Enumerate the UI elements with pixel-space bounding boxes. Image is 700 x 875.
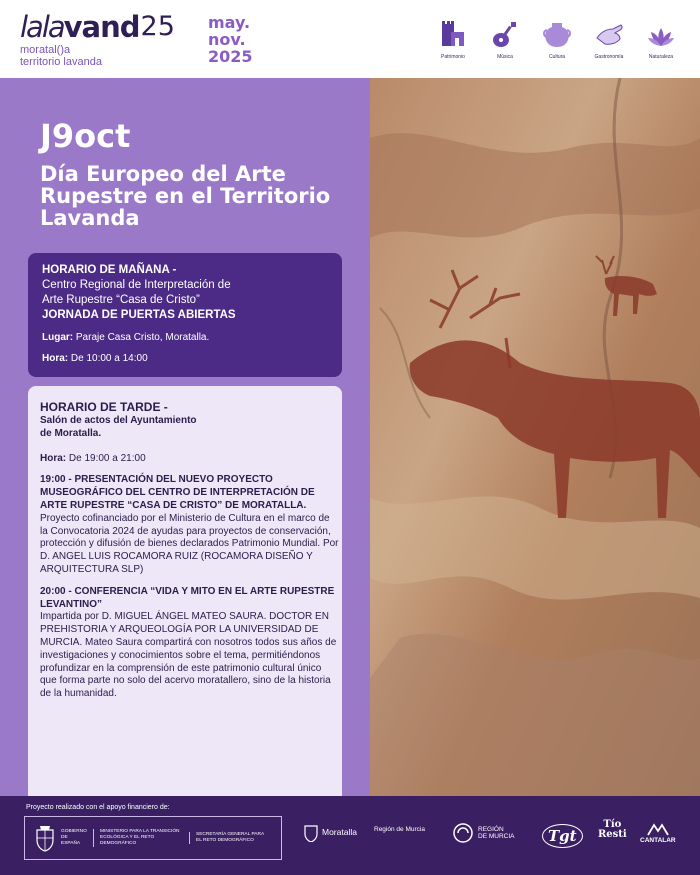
rock-art-photo	[370, 78, 700, 796]
brand-logo	[20, 12, 175, 68]
region-line2: DE MURCIA	[478, 833, 515, 840]
moratalla-label: Moratalla	[322, 827, 357, 838]
time-label: Hora:	[40, 452, 67, 464]
moratalla-logo	[304, 824, 357, 842]
time-value: De 19:00 a 21:00	[68, 452, 146, 464]
lavender-icon	[646, 20, 676, 50]
location-label: Lugar:	[42, 332, 74, 343]
brand-year: 25	[140, 11, 175, 42]
category-label: Cultura	[548, 54, 566, 60]
time-label: Hora:	[42, 353, 69, 364]
funding-text: Proyecto realizado con el apoyo financiero de:	[26, 804, 170, 811]
region-murcia-circle-label	[478, 826, 514, 841]
gov-spain-label: GOBIERNO DE ESPAÑA	[61, 829, 87, 846]
festival-dates	[208, 14, 253, 65]
cantalar-logo	[640, 822, 676, 845]
brand-name	[20, 12, 140, 42]
brand-sub-line1: moratal()a	[20, 44, 71, 56]
ministry-label: MINISTERIO PARA LA TRANSICIÓN ECOLÓGICA Y EL RETO DEMOGRÁFICO	[93, 829, 189, 846]
date-year: 2025	[208, 47, 253, 66]
region-line1: REGIÓN	[478, 825, 504, 833]
date-end: nov.	[208, 30, 246, 49]
event-item-description: Impartida por D. MIGUEL ÁNGEL MATEO SAURA. DOCTOR EN PREHISTORIA Y ARQUEOLOGÍA POR LA UNIVERSIDAD DE MURCIA. Mateo Saura compartirá con nosotros todos sus años de investigaciones y conocimientos sobre el tema, permitiéndonos profundizar en la comprensión de este patrimonio cultural único que forma parte no solo del acervo moratallero, sino de la historia de la humanidad.	[40, 611, 337, 700]
afternoon-schedule-card	[28, 386, 342, 857]
morning-schedule-card	[28, 253, 342, 377]
mountain-icon	[647, 822, 669, 836]
category-musica	[484, 20, 526, 60]
morning-heading: HORARIO DE MAÑANA -	[42, 264, 177, 276]
coat-of-arms-icon	[33, 824, 57, 852]
brand-prefix: lala	[20, 10, 64, 44]
morning-place-line1: Centro Regional de Interpretación de	[42, 279, 231, 291]
afternoon-place-line2: de Moratalla.	[40, 427, 102, 439]
sponsors-footer	[0, 796, 700, 875]
cantalar-label: CANTALAR	[640, 837, 676, 844]
tio-label: Tío	[603, 819, 622, 830]
morning-activity: JORNADA DE PUERTAS ABIERTAS	[42, 309, 236, 321]
event-panel	[0, 78, 370, 796]
event-day: J9oct	[40, 117, 131, 155]
tio-resti-label	[598, 820, 627, 840]
category-label: Patrimonio	[441, 54, 465, 60]
region-murcia-logo	[374, 826, 425, 834]
morning-place-line2: Arte Rupestre “Casa de Cristo”	[42, 294, 200, 306]
castle-icon	[438, 20, 468, 50]
vase-icon	[542, 20, 572, 50]
category-label: Gastronomía	[594, 54, 624, 60]
circle-logo-icon	[452, 822, 474, 844]
category-label: Música	[497, 54, 513, 60]
event-item-title: 19:00 - PRESENTACIÓN DEL NUEVO PROYECTO MUSEOGRÁFICO DEL CENTRO DE INTERPRETACIÓN DE ARTE RUPESTRE “CASA DE CRISTO” DE MORATALLA.	[40, 474, 315, 511]
hand-icon	[594, 20, 624, 50]
cave-painting-image	[370, 78, 700, 796]
event-item	[40, 586, 342, 701]
time-value: De 10:00 a 14:00	[70, 353, 148, 364]
brand-suffix: vand	[63, 10, 140, 44]
category-label: Naturaleza	[648, 54, 674, 60]
category-icons	[432, 20, 682, 60]
event-item	[40, 474, 342, 576]
secretariat-label: SECRETARÍA GENERAL PARA EL RETO DEMOGRÁFICO	[189, 832, 271, 844]
afternoon-place-line1: Salón de actos del Ayuntamiento	[40, 415, 197, 426]
location-value: Paraje Casa Cristo, Moratalla.	[75, 332, 210, 343]
category-gastronomia	[588, 20, 630, 60]
tgt-logo	[542, 824, 583, 848]
morning-time	[42, 352, 342, 365]
afternoon-heading: HORARIO DE TARDE -	[40, 400, 168, 414]
event-item-title: 20:00 - CONFERENCIA “VIDA Y MITO EN EL ARTE RUPESTRE LEVANTINO”	[40, 585, 335, 610]
date-start: may.	[208, 13, 251, 32]
event-item-description: Proyecto cofinanciado por el Ministerio de Cultura en el marco de la Convocatoria 2024 de ayudas para proyectos de conservación, protección y difusión de bienes declarados Patrimonio Mundial. Por D. ANGEL LUIS ROCAMORA RUIZ (ROCAMORA DISEÑO Y ARQUITECTURA SLP)	[40, 512, 339, 575]
region-murcia-label: Región de Murcia	[374, 826, 425, 833]
tgt-label: Tgt	[542, 824, 583, 848]
morning-location	[42, 331, 342, 344]
brand-sub-line2: territorio lavanda	[20, 56, 102, 68]
afternoon-time	[40, 453, 342, 466]
event-title: Día Europeo del Arte Rupestre en el Territorio Lavanda	[40, 162, 331, 230]
guitar-icon	[490, 20, 520, 50]
resti-label: Resti	[598, 829, 627, 840]
header	[0, 0, 700, 78]
shield-icon	[304, 824, 318, 842]
category-patrimonio	[432, 20, 474, 60]
category-cultura	[536, 20, 578, 60]
government-logo-box	[24, 816, 282, 860]
tio-resti-logo	[598, 820, 627, 840]
category-naturaleza	[640, 20, 682, 60]
region-murcia-circle-logo	[452, 822, 514, 844]
